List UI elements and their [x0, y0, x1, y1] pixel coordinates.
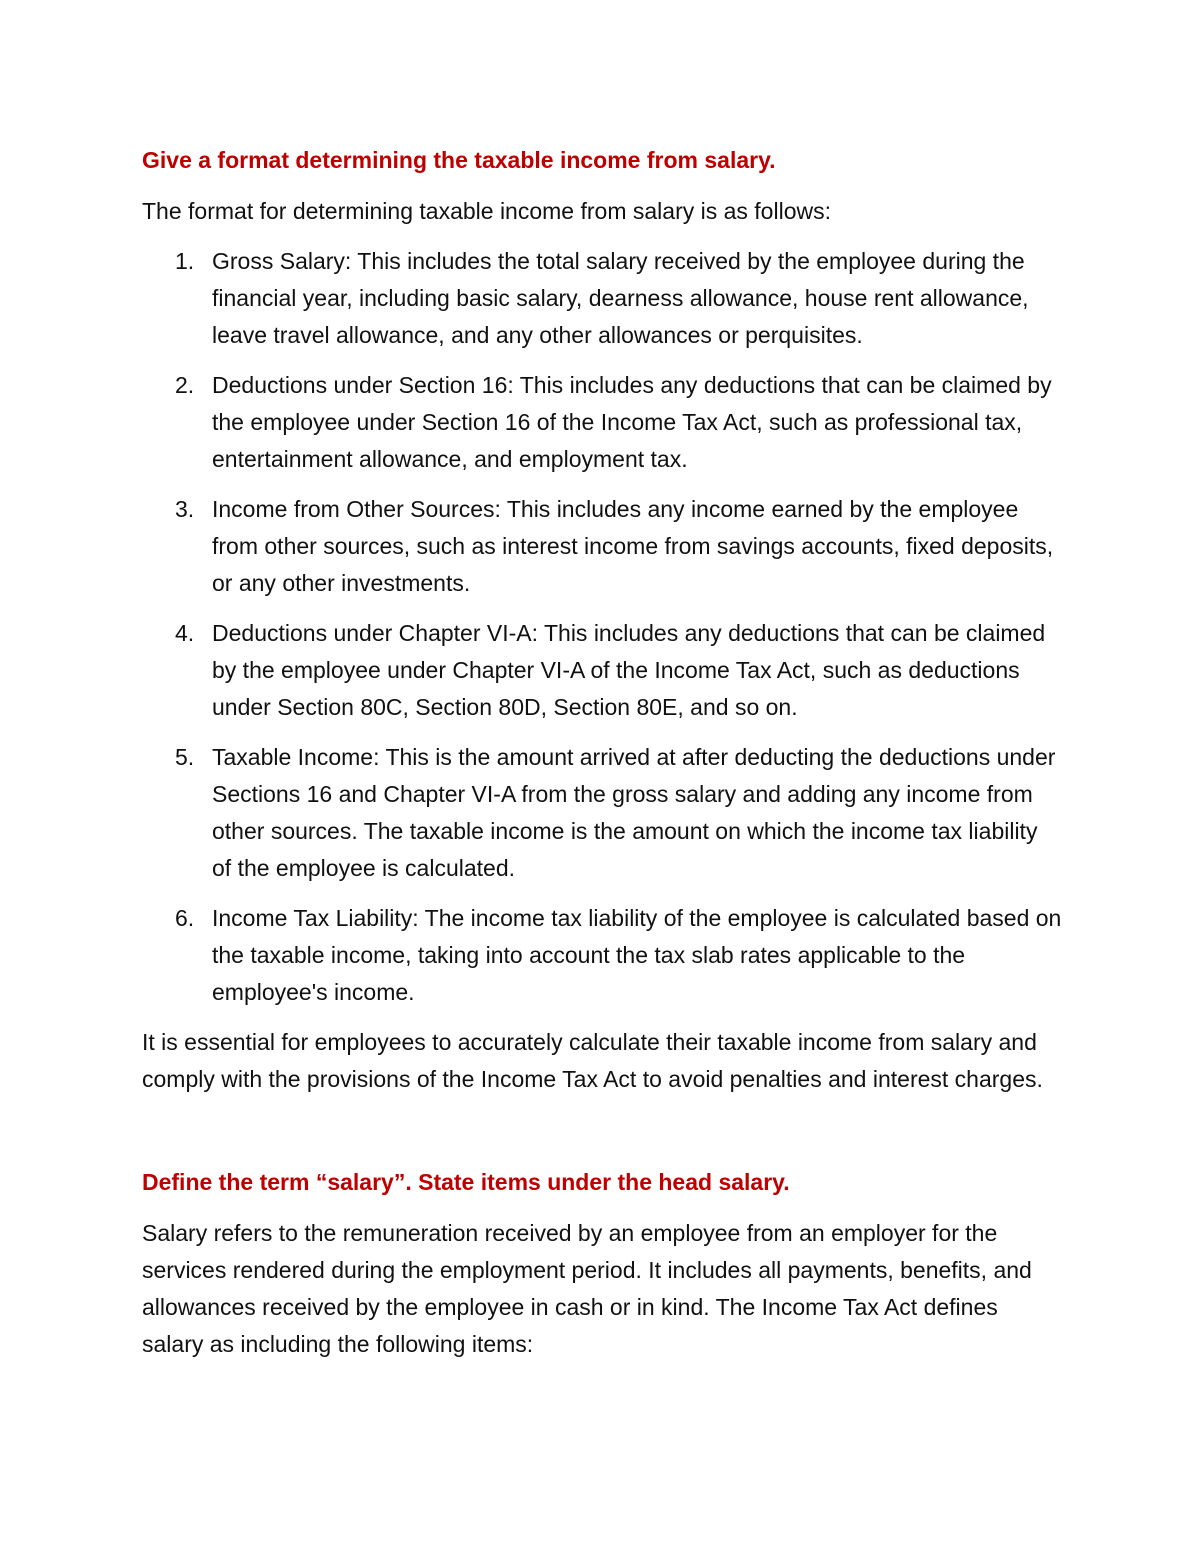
format-list	[142, 243, 1062, 1011]
section-heading: Give a format determining the taxable income from salary.	[142, 147, 776, 173]
list-item-number: 2.	[175, 372, 195, 398]
list-item-number: 1.	[175, 248, 195, 274]
closing-paragraph: It is essential for employees to accurately calculate their taxable income from salary and comply with the provisions of the Income Tax Act to avoid penalties and interest charges.	[142, 1029, 1043, 1092]
list-item-number: 3.	[175, 496, 195, 522]
list-item-text: Income Tax Liability: The income tax liability of the employee is calculated based on the taxable income, taking into account the tax slab rates applicable to the employee's income.	[212, 905, 1062, 1005]
list-item	[142, 615, 1062, 726]
list-item-number: 4.	[175, 620, 195, 646]
document-content	[142, 142, 1062, 1363]
list-item-number: 5.	[175, 744, 195, 770]
intro-paragraph: The format for determining taxable income from salary is as follows:	[142, 198, 831, 224]
list-item	[142, 491, 1062, 602]
list-item-text: Gross Salary: This includes the total salary received by the employee during the financial year, including basic salary, dearness allowance, house rent allowance, leave travel allowance, and any other allowances or perquisites.	[212, 248, 1029, 348]
list-item	[142, 243, 1062, 354]
list-item-text: Taxable Income: This is the amount arrived at after deducting the deductions under Sections 16 and Chapter VI-A from the gross salary and adding any income from other sources. The taxable income is the amount on which the income tax liability of the employee is calculated.	[212, 744, 1056, 881]
list-item-text: Deductions under Section 16: This includes any deductions that can be claimed by the employee under Section 16 of the Income Tax Act, such as professional tax, entertainment allowance, and employment tax.	[212, 372, 1052, 472]
section-heading: Define the term “salary”. State items under the head salary.	[142, 1169, 790, 1195]
section-taxable-income-format	[142, 142, 1062, 1098]
list-item-number: 6.	[175, 905, 195, 931]
section-salary-definition	[142, 1164, 1062, 1363]
list-item	[142, 900, 1062, 1011]
list-item	[142, 367, 1062, 478]
body-paragraph: Salary refers to the remuneration received by an employee from an employer for the services rendered during the employment period. It includes all payments, benefits, and allowances received by the employee in cash or in kind. The Income Tax Act defines salary as including the following items:	[142, 1220, 1032, 1357]
list-item-text: Income from Other Sources: This includes any income earned by the employee from other sources, such as interest income from savings accounts, fixed deposits, or any other investments.	[212, 496, 1054, 596]
list-item	[142, 739, 1062, 887]
list-item-text: Deductions under Chapter VI-A: This includes any deductions that can be claimed by the employee under Chapter VI-A of the Income Tax Act, such as deductions under Section 80C, Section 80D, Section 80E, and so on.	[212, 620, 1046, 720]
